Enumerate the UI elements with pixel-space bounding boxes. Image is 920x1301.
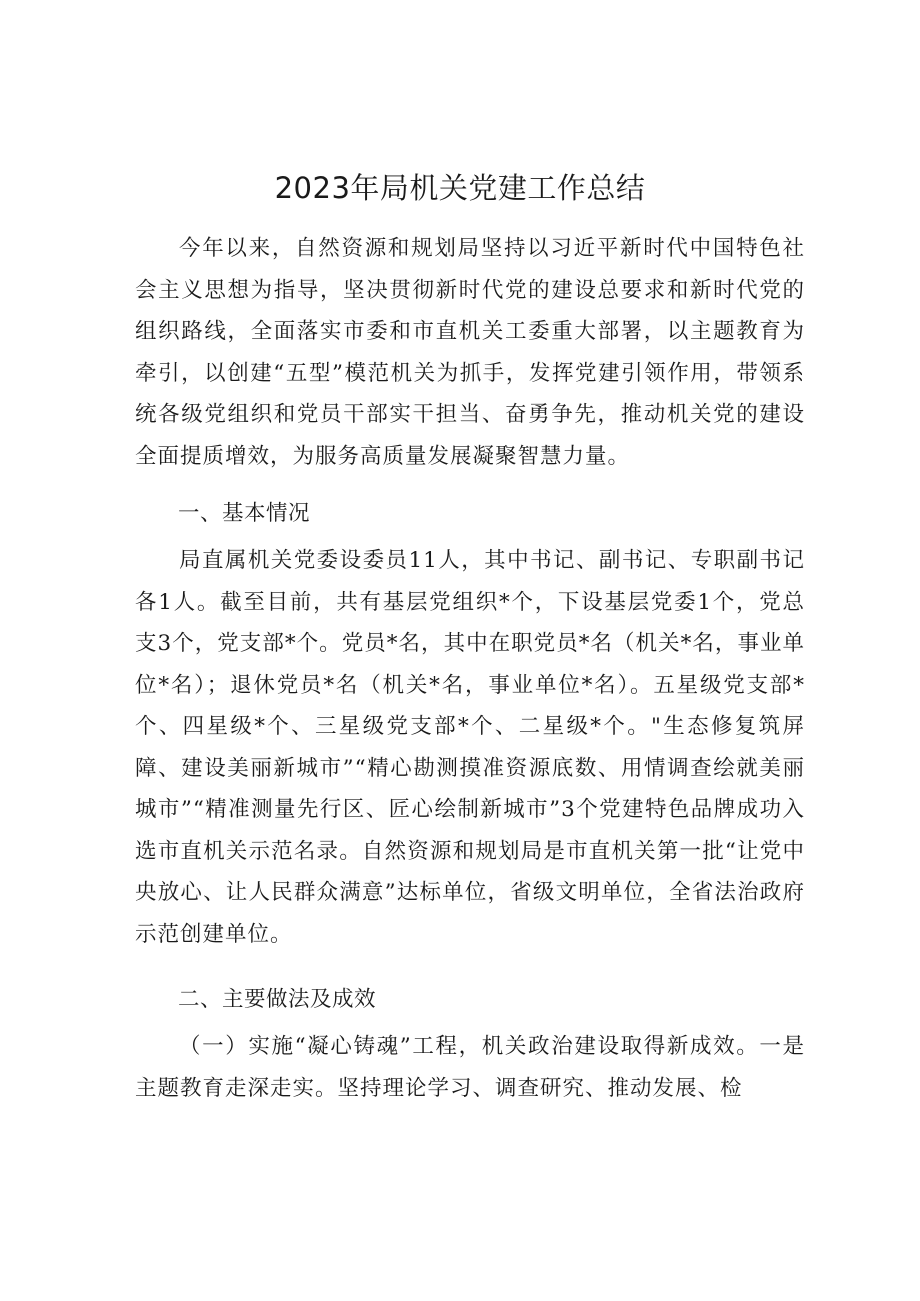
section-heading-main-practices: 二、主要做法及成效: [178, 987, 377, 1012]
main-practices-paragraph: （一）实施“凝心铸魂”工程，机关政治建设取得新成效。一是主题教育走深走实。坚持理论学习、调查研究、推动发展、检: [135, 1034, 805, 1101]
document-title: 2023年局机关党建工作总结: [274, 171, 646, 205]
section-heading-basic-situation: 一、基本情况: [178, 501, 311, 526]
basic-situation-paragraph: 局直属机关党委设委员11人，其中书记、副书记、专职副书记各1人。截至目前，共有基层党组织*个，下设基层党委1个，党总支3个，党支部*个。党员*名，其中在职党员*名（机关*名，事业单位*名）；退休党员*名（机关*名，事业单位*名）。五星级党支部*个、四星级*个、三星级党支部*个、二星级*个。"生态修复筑屏障、建设美丽新城市”“精心勘测摸准资源底数、用情调查绘就美丽城市”“精准测量先行区、匠心绘制新城市”3个党建特色品牌成功入选市直机关示范名录。自然资源和规划局是市直机关第一批“让党中央放心、让人民群众满意”达标单位，省级文明单位，全省法治政府示范创建单位。: [135, 548, 805, 947]
intro-paragraph: 今年以来，自然资源和规划局坚持以习近平新时代中国特色社会主义思想为指导，坚决贯彻新时代党的建设总要求和新时代党的组织路线，全面落实市委和市直机关工委重大部署，以主题教育为牵引，以创建“五型”模范机关为抓手，发挥党建引领作用，带领系统各级党组织和党员干部实干担当、奋勇争先，推动机关党的建设全面提质增效，为服务高质量发展凝聚智慧力量。: [135, 236, 805, 469]
